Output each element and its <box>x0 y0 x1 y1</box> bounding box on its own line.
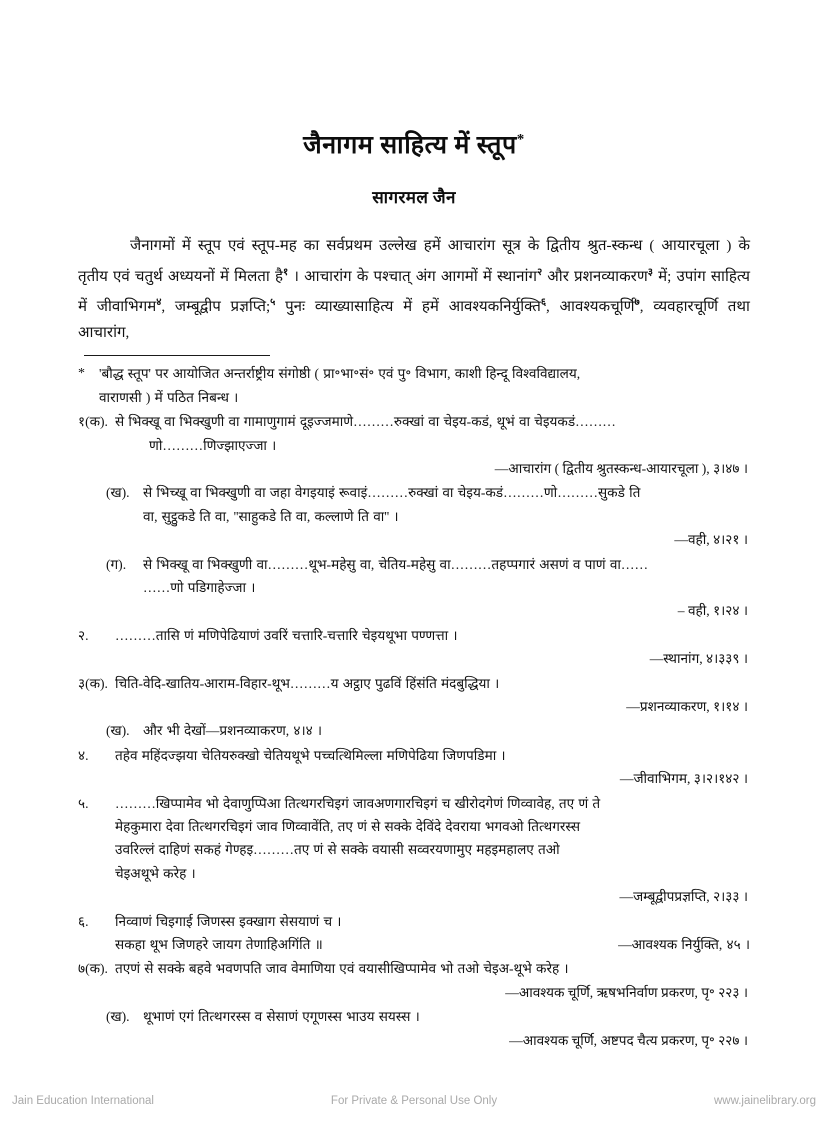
footnote-body <box>115 910 750 957</box>
footnote-line: से भिक्खू वा भिक्खुणी वा गामाणुगामं दूइज्जमाणे………रुक्खां वा चेइय-कडं, थूभं वा चेइयकडं……… <box>115 414 616 430</box>
body-footnote-ref: ५ <box>270 297 276 309</box>
footnote-marker: २. <box>78 627 89 643</box>
footnote-line: तएणं से सक्के बहवे भवणपति जाव वेमाणिया एवं वयासीखिप्पामेव भो तओ चेइअ-थूभे करेह । <box>115 961 569 977</box>
footnotes-section <box>78 362 750 1052</box>
footnote-line: तहेव महिंदज्झया चेतियरुक्खो चेतियथूभे पच्चत्थिमिल्ला मणिपेढिया जिणपडिमा । <box>115 747 506 763</box>
body-footnote-ref: ३ <box>647 266 653 278</box>
footnote-line: चेइअथूभे करेह । <box>115 865 196 881</box>
footnote-citation: —प्रशनव्याकरण, १।१४ । <box>626 699 748 714</box>
body-text-run: जैनागमों में स्तूप एवं स्तूप-मह का सर्वप्रथम उल्लेख हमें आचारांग सूत्र के द्वितीय श्रुत-स्कन्ध ( आयारचूला ) के तृतीय एवं चतुर्थ अध्ययनों में मिलता है <box>78 238 750 285</box>
footnote-citation: —आवश्यक निर्युक्ति, ४५ । <box>618 937 750 953</box>
footer-center-text: For Private & Personal Use Only <box>330 1095 498 1107</box>
footnote-line: उवरिल्लं दाहिणं सकहं गेण्हइ………तए णं से सक्के वयासी सव्वरयणामुए महइमहालए तओ <box>115 842 560 858</box>
footnote-marker: (ख). <box>106 485 130 501</box>
footnote-body <box>143 1005 750 1052</box>
footnote-item <box>78 1005 750 1052</box>
footnote-item <box>78 672 750 719</box>
title-block <box>78 0 750 208</box>
footnote-line: ………खिप्पामेव भो देवाणुप्पिआ तित्थगरचिइगं जावअणगारचिइगं च खीरोदगेणं णिव्वावेह, तए णं ते <box>115 795 601 811</box>
body-paragraph <box>78 234 750 346</box>
footnote-line-text: सकहा थूभ जिणहरे जायग तेणाहिअगिंति ॥ <box>115 937 323 953</box>
footnote-body <box>143 719 750 742</box>
footnote-citation: —आचारांग ( द्वितीय श्रुतस्कन्ध-आयारचूला ), ३।४७ । <box>494 460 748 476</box>
body-text-run: और प्रशनव्याकरण <box>542 268 648 285</box>
footnote-marker: (ग). <box>106 556 127 572</box>
footnote-line: वा, सुट्ठुकडे ति वा, ''साहुकडे ति वा, कल्लाणे ति वा'' । <box>143 508 399 524</box>
body-text-run: । आचारांग के पश्चात् अंग आगमों में स्थानांग <box>288 268 537 285</box>
footnote-item <box>78 744 750 791</box>
footnote-item <box>78 719 750 742</box>
body-block <box>78 208 750 346</box>
footnote-citation: —स्थानांग, ४।३३९ । <box>649 651 748 667</box>
footnote-body <box>115 410 750 480</box>
body-text-run: , व्यवहारचूर्णि तथा आचारांग, <box>78 299 750 341</box>
body-footnote-ref: १ <box>282 266 289 278</box>
footnote-body <box>115 624 750 671</box>
footnote-line: से भिच्खू वा भिक्खुणी वा जहा वेगइयाइं रूवाइं………रुक्खां वा चेइय-कडं………णो………सुकडे ति <box>143 485 641 501</box>
body-footnote-ref: ७ <box>634 297 640 309</box>
footnote-citation: —आवश्यक चूर्णि, अष्टपद चैत्य प्रकरण, पृ॰ २२७ । <box>509 1032 748 1048</box>
footnote-line: निव्वाणं चिइगाई जिणस्स इक्खाग सेसयाणं च । <box>115 913 342 929</box>
footnote-item <box>78 624 750 671</box>
footnote-item <box>78 792 750 909</box>
footnote-line: से भिक्खू वा भिक्खुणी वा………थूभ-महेसु वा, चेतिय-महेसु वा………तहप्पगारं असणं व पाणं वा…… <box>143 556 649 572</box>
page-content-column <box>78 0 750 1053</box>
page-title <box>78 0 750 161</box>
body-text-run: पुनः व्याख्यासाहित्य में हमें आवश्यकनिर्युक्ति <box>275 299 541 316</box>
footnote-marker: * <box>78 366 85 382</box>
footnote-marker: ५. <box>78 795 89 811</box>
footnote-body <box>143 481 750 551</box>
footnote-line: थूभाणं एगं तित्थगरस्स व सेसाणं एगूणस्स भाउय सयस्स । <box>143 1009 420 1025</box>
footer-right-link[interactable]: www.jainelibrary.org <box>713 1095 816 1107</box>
body-text-run: , आवश्यकचूर्णि <box>546 299 635 316</box>
footnote-item <box>78 410 750 480</box>
footnote-citation: —जम्बूद्वीपप्रज्ञप्ति, २।३३ । <box>619 889 748 905</box>
footnote-item <box>78 481 750 551</box>
footnote-citation: —आवश्यक चूर्णि, ऋषभनिर्वाण प्रकरण, पृ॰ २२३ । <box>505 984 748 1000</box>
footnote-line: ………तासि णं मणिपेढियाणं उवरिं चत्तारि-चत्तारि चेइयथूभा पण्णत्ता । <box>115 627 458 643</box>
footnote-separator-rule <box>84 355 270 356</box>
footnote-citation: – वही, १।२४ । <box>677 603 748 619</box>
footnote-body <box>99 362 750 409</box>
footnote-body <box>115 792 750 909</box>
body-footnote-ref: २ <box>536 266 543 278</box>
footnote-line: चिति-वेदि-खातिय-आराम-विहार-थूभ………य अट्ठाए पुढविं हिंसंति मंदबुद्धिया । <box>115 675 500 691</box>
footnote-citation: —वही, ४।२१ । <box>674 532 748 548</box>
footnote-line: 'बौद्ध स्तूप' पर आयोजित अन्तर्राष्ट्रीय संगोष्ठी ( प्रा॰भा॰सं॰ एवं पु॰ विभाग, काशी हिन्दू विश्वविद्यालय, <box>99 366 581 382</box>
body-text-run: में; उपांग साहित्य में जीवाभिगम <box>78 268 751 316</box>
body-footnote-ref: ४ <box>156 297 162 309</box>
title-footnote-marker: * <box>516 131 525 148</box>
footnote-line: मेहकुमारा देवा तित्थगरचिइगं जाव णिव्वावेंति, तए णं से सक्के देविंदे देवराया भगवओ तित्थगरस्स <box>115 819 581 835</box>
footnote-line: ……णो पडिगाहेज्जा । <box>143 579 256 595</box>
footnote-body <box>143 553 750 623</box>
footnote-body <box>115 957 750 1004</box>
footnote-line <box>115 933 750 956</box>
footnote-marker: (ख). <box>106 1009 130 1025</box>
footnote-line: णो………णिज्झाएज्जा । <box>149 437 277 453</box>
footer-left-text: Jain Education International <box>12 1095 154 1107</box>
body-paragraph-text <box>78 238 750 341</box>
page-title-text: जैनागम साहित्य में स्तूप <box>303 132 517 159</box>
footnote-body <box>115 672 750 719</box>
footnote-marker: ३(क). <box>78 675 108 691</box>
footnote-body <box>115 744 750 791</box>
footnote-line: वाराणसी ) में पठित निबन्ध । <box>99 389 239 405</box>
body-text-run: , जम्बूद्वीप प्रज्ञप्ति; <box>161 299 271 316</box>
footnote-marker: (ख). <box>106 723 130 739</box>
footnote-item <box>78 553 750 623</box>
footnote-item <box>78 362 750 409</box>
footnote-marker: ७(क). <box>78 961 108 977</box>
page-footer <box>0 1095 828 1115</box>
footnote-marker: ४. <box>78 747 89 763</box>
footnote-marker: ६. <box>78 913 89 929</box>
footnote-item <box>78 957 750 1004</box>
footnote-line: और भी देखों—प्रशनव्याकरण, ४।४ । <box>143 723 323 739</box>
footnote-marker: १(क). <box>78 414 108 430</box>
footnote-item <box>78 910 750 957</box>
body-footnote-ref: ६ <box>540 297 547 309</box>
author-name: सागरमल जैन <box>372 188 456 208</box>
footnote-citation: —जीवाभिगम, ३।२।१४२ । <box>619 771 748 787</box>
